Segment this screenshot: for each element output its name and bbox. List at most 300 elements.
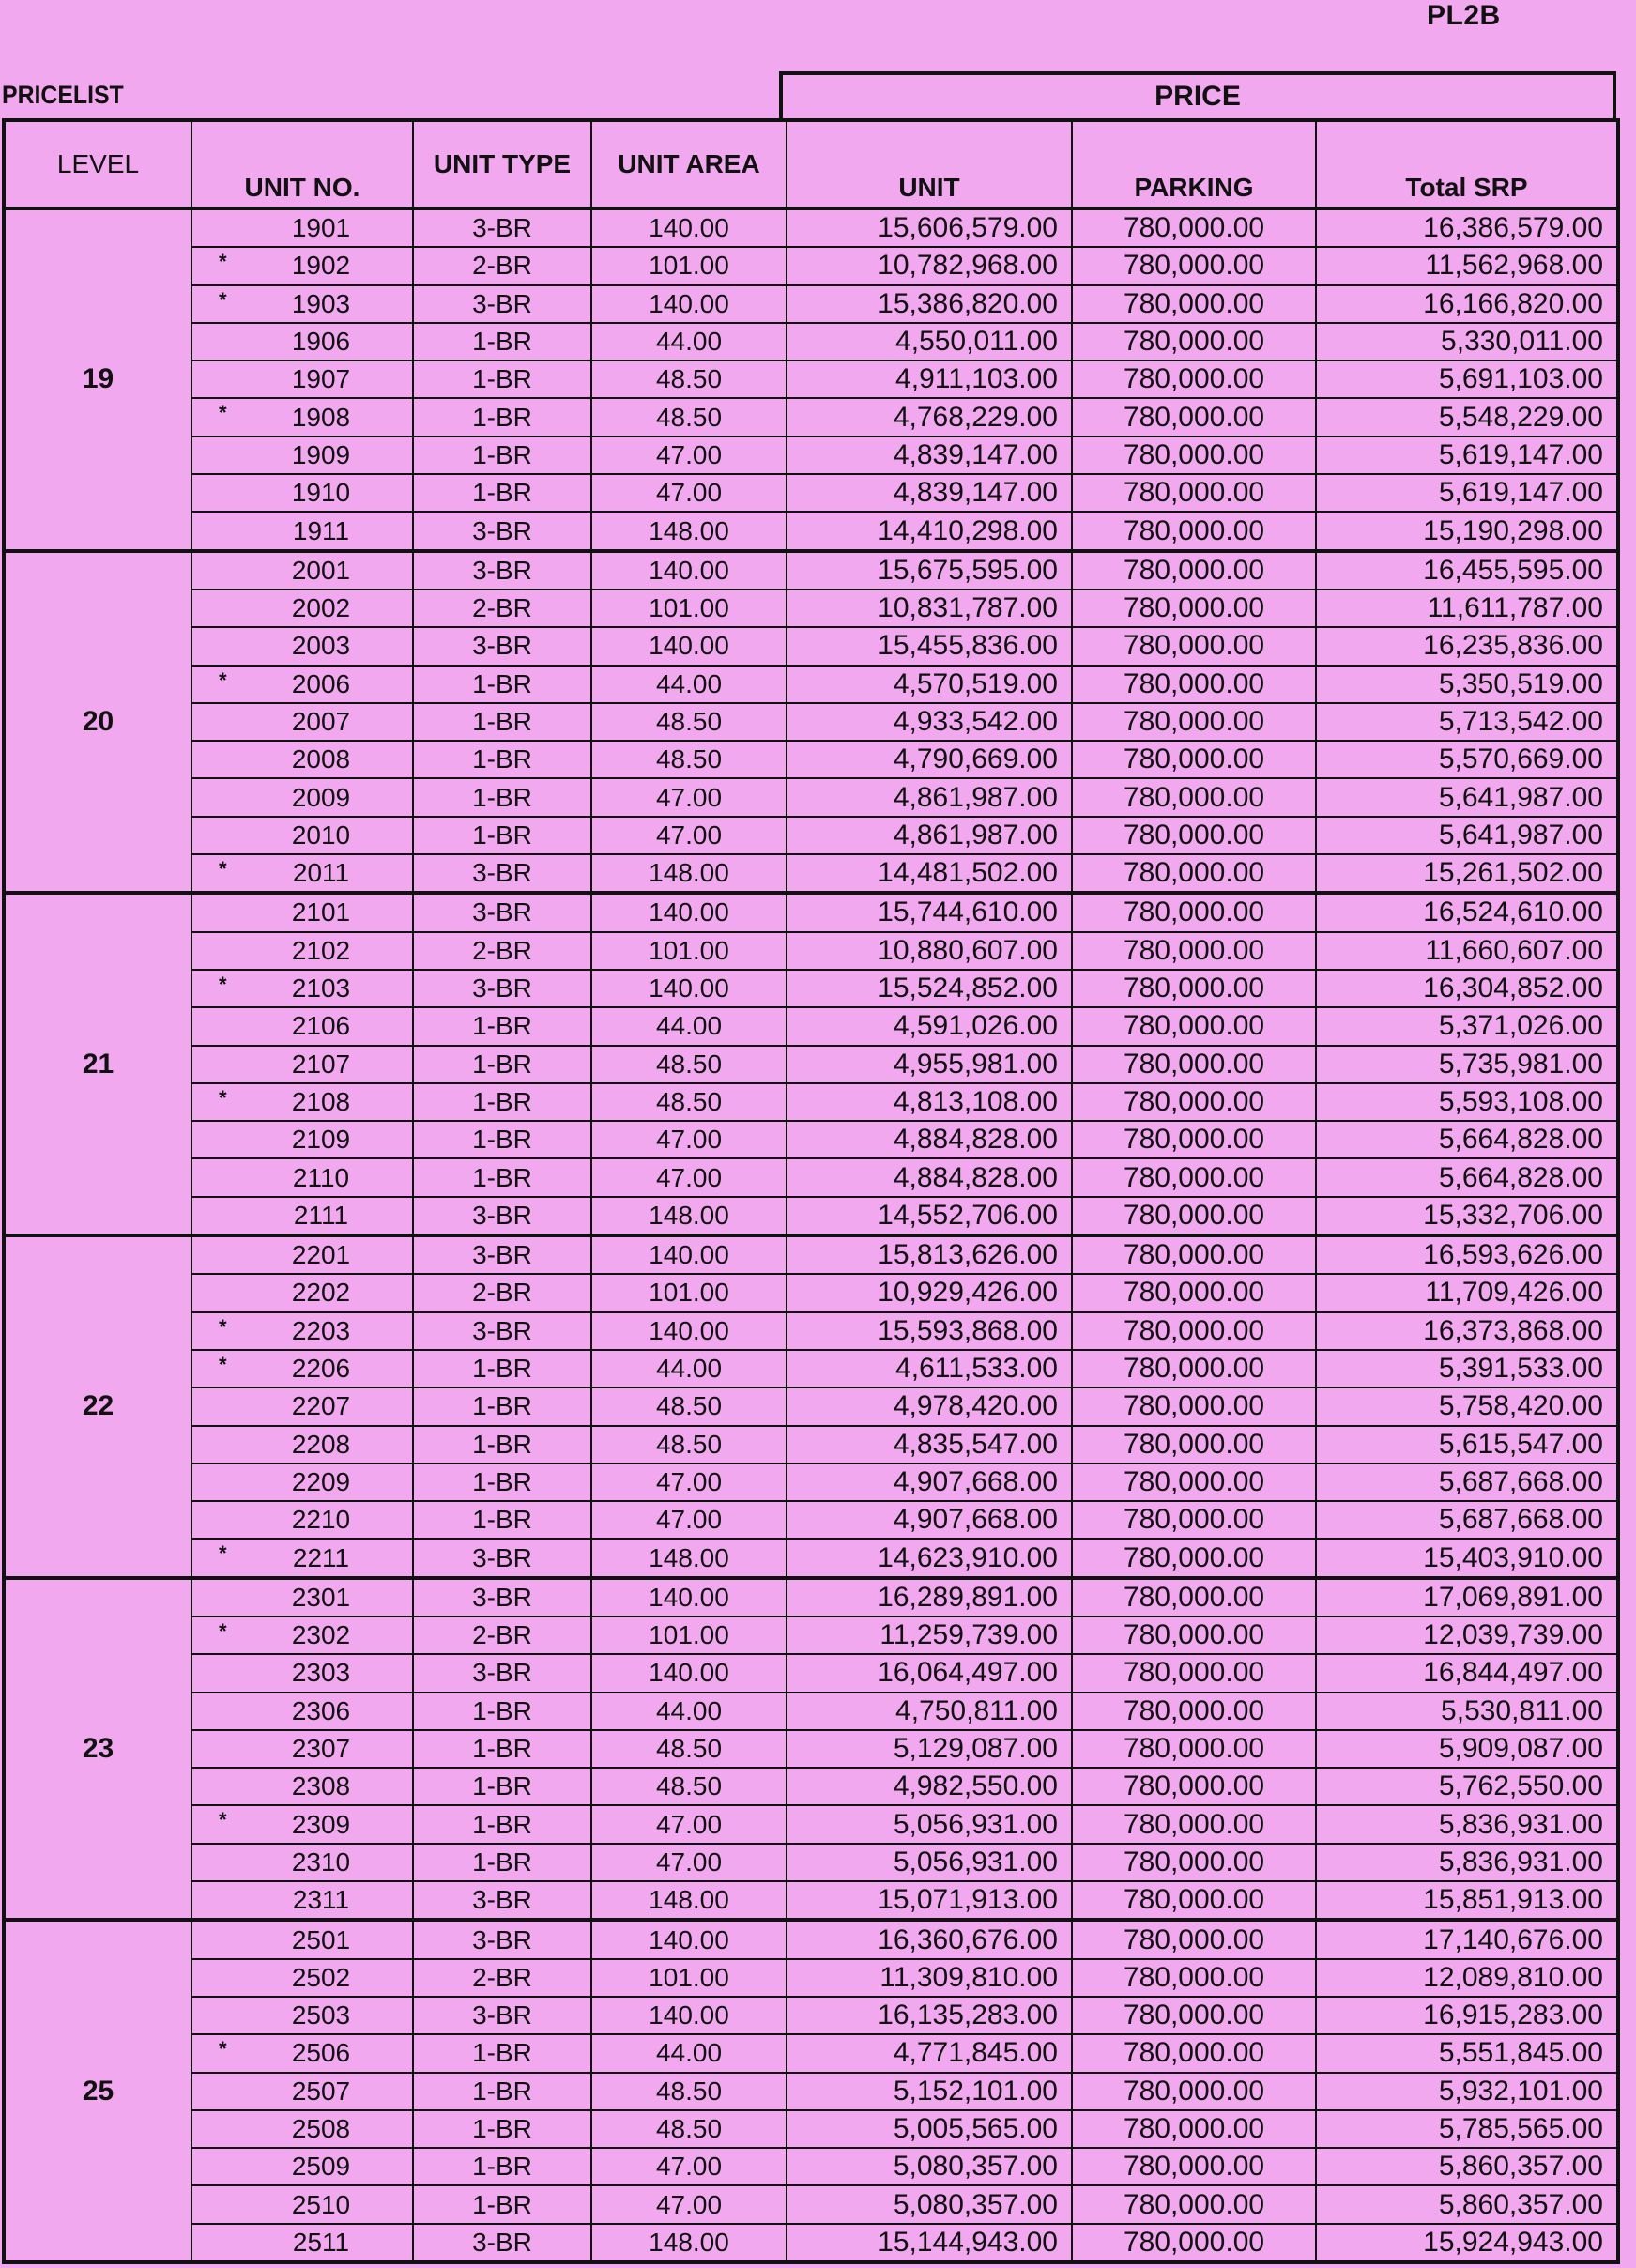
unit-no-cell	[191, 1158, 413, 1196]
total-srp-cell: 16,235,836.00	[1316, 627, 1618, 665]
unit-no-cell	[191, 1881, 413, 1920]
total-srp-cell: 5,551,845.00	[1316, 2034, 1618, 2072]
total-srp-cell: 16,373,868.00	[1316, 1312, 1618, 1350]
unit-area-cell: 140.00	[591, 285, 787, 323]
parking-cell: 780,000.00	[1072, 323, 1316, 360]
unit-type-cell: 1-BR	[413, 437, 591, 474]
parking-cell: 780,000.00	[1072, 1197, 1316, 1235]
total-srp-cell: 5,664,828.00	[1316, 1121, 1618, 1158]
unit-type-cell: 1-BR	[413, 1121, 591, 1158]
table-row	[4, 2034, 1618, 2072]
parking-cell: 780,000.00	[1072, 1654, 1316, 1692]
unit-type-cell: 3-BR	[413, 627, 591, 665]
unit-area-cell: 47.00	[591, 2148, 787, 2185]
unit-no-cell	[191, 2110, 413, 2148]
unit-type-cell: 3-BR	[413, 1235, 591, 1274]
unit-price-cell: 15,606,579.00	[787, 208, 1072, 247]
unit-price-cell: 15,593,868.00	[787, 1312, 1072, 1350]
total-srp-cell: 5,785,565.00	[1316, 2110, 1618, 2148]
unit-no-cell	[191, 817, 413, 854]
unit-area-cell: 140.00	[591, 551, 787, 590]
unit-no-cell	[191, 2073, 413, 2110]
parking-cell: 780,000.00	[1072, 893, 1316, 931]
unit-price-cell: 4,839,147.00	[787, 437, 1072, 474]
total-srp-cell: 5,548,229.00	[1316, 398, 1618, 436]
total-srp-cell: 5,391,533.00	[1316, 1350, 1618, 1387]
total-srp-cell: 5,762,550.00	[1316, 1768, 1618, 1805]
unit-type-cell: 1-BR	[413, 1844, 591, 1881]
parking-cell: 780,000.00	[1072, 1083, 1316, 1121]
total-srp-cell: 11,611,787.00	[1316, 590, 1618, 627]
unit-no-cell	[191, 437, 413, 474]
unit-no-cell	[191, 1197, 413, 1235]
unit-price-cell: 4,884,828.00	[787, 1158, 1072, 1196]
unit-area-cell: 47.00	[591, 1121, 787, 1158]
unit-area-cell: 47.00	[591, 2185, 787, 2223]
unit-type-cell: 1-BR	[413, 1501, 591, 1539]
total-srp-cell: 16,844,497.00	[1316, 1654, 1618, 1692]
parking-cell: 780,000.00	[1072, 551, 1316, 590]
parking-cell: 780,000.00	[1072, 1235, 1316, 1274]
unit-type-cell: 3-BR	[413, 1881, 591, 1920]
unit-no-cell	[191, 1730, 413, 1768]
total-srp-cell: 15,190,298.00	[1316, 512, 1618, 550]
unit-no: 2111	[293, 1200, 349, 1230]
table-row	[4, 893, 1618, 931]
unit-no-cell	[191, 854, 413, 893]
unit-area-cell: 48.50	[591, 360, 787, 398]
unit-no: 2108	[291, 1086, 351, 1116]
unit-area-cell: 48.50	[591, 1730, 787, 1768]
unit-type-cell: 1-BR	[413, 1805, 591, 1843]
parking-cell: 780,000.00	[1072, 1578, 1316, 1617]
unit-area-cell: 101.00	[591, 1617, 787, 1654]
table-row	[4, 1844, 1618, 1881]
unit-no-cell	[191, 512, 413, 550]
total-srp-cell: 5,687,668.00	[1316, 1501, 1618, 1539]
parking-cell: 780,000.00	[1072, 1881, 1316, 1920]
unit-price-cell: 15,813,626.00	[787, 1235, 1072, 1274]
table-row	[4, 1920, 1618, 1958]
total-srp-cell: 15,403,910.00	[1316, 1539, 1618, 1577]
unit-type-cell: 1-BR	[413, 2073, 591, 2110]
unit-no: 2009	[291, 782, 351, 812]
unit-no: 2311	[292, 1885, 350, 1915]
parking-cell: 780,000.00	[1072, 1730, 1316, 1768]
unit-price-cell: 4,982,550.00	[787, 1768, 1072, 1805]
unit-area-cell: 47.00	[591, 1463, 787, 1501]
table-row	[4, 208, 1618, 247]
parking-cell: 780,000.00	[1072, 1046, 1316, 1083]
unit-price-cell: 5,129,087.00	[787, 1730, 1072, 1768]
table-row	[4, 1046, 1618, 1083]
table-row	[4, 1083, 1618, 1121]
unit-area-cell: 44.00	[591, 1693, 787, 1730]
table-row	[4, 474, 1618, 512]
total-srp-cell: 5,619,147.00	[1316, 437, 1618, 474]
unit-area-cell: 47.00	[591, 1158, 787, 1196]
unit-no-cell	[191, 1235, 413, 1274]
unit-no: 2007	[291, 707, 351, 736]
unit-no: 2308	[291, 1771, 351, 1801]
unit-no-cell	[191, 590, 413, 627]
parking-cell: 780,000.00	[1072, 1693, 1316, 1730]
table-row	[4, 1539, 1618, 1577]
total-srp-cell: 11,709,426.00	[1316, 1274, 1618, 1311]
unit-no: 2507	[291, 2076, 351, 2106]
unit-no: 1909	[291, 439, 351, 469]
level-cell: 23	[4, 1578, 191, 1921]
table-row	[4, 1274, 1618, 1311]
unit-no-cell	[191, 360, 413, 398]
parking-cell: 780,000.00	[1072, 2034, 1316, 2072]
unit-price-cell: 5,056,931.00	[787, 1844, 1072, 1881]
total-srp-cell: 5,619,147.00	[1316, 474, 1618, 512]
table-row	[4, 323, 1618, 360]
reserved-mark: *	[219, 667, 227, 692]
unit-price-cell: 15,386,820.00	[787, 285, 1072, 323]
unit-price-cell: 4,955,981.00	[787, 1046, 1072, 1083]
unit-type-cell: 1-BR	[413, 2185, 591, 2223]
parking-cell: 780,000.00	[1072, 285, 1316, 323]
total-srp-cell: 5,758,420.00	[1316, 1387, 1618, 1425]
parking-cell: 780,000.00	[1072, 1426, 1316, 1463]
unit-no: 1908	[291, 402, 351, 432]
total-srp-cell: 15,924,943.00	[1316, 2224, 1618, 2262]
total-srp-cell: 5,664,828.00	[1316, 1158, 1618, 1196]
unit-no-cell	[191, 1920, 413, 1958]
unit-type-cell: 2-BR	[413, 932, 591, 970]
unit-no: 1906	[291, 327, 351, 357]
reserved-mark: *	[219, 2037, 227, 2061]
table-row	[4, 1768, 1618, 1805]
unit-no-cell	[191, 1463, 413, 1501]
unit-price-cell: 4,570,519.00	[787, 666, 1072, 703]
unit-no: 2309	[291, 1809, 351, 1839]
unit-area-cell: 47.00	[591, 1805, 787, 1843]
unit-price-cell: 4,839,147.00	[787, 474, 1072, 512]
table-row	[4, 778, 1618, 816]
unit-price-cell: 15,675,595.00	[787, 551, 1072, 590]
unit-type-cell: 1-BR	[413, 1768, 591, 1805]
unit-area-cell: 140.00	[591, 1578, 787, 1617]
unit-area-cell: 44.00	[591, 666, 787, 703]
total-srp-cell: 16,524,610.00	[1316, 893, 1618, 931]
unit-no: 2003	[291, 631, 351, 661]
unit-no: 2506	[291, 2038, 351, 2068]
unit-no: 2010	[291, 820, 351, 850]
unit-no-cell	[191, 1083, 413, 1121]
unit-area-cell: 140.00	[591, 208, 787, 247]
unit-no: 2201	[291, 1240, 351, 1270]
unit-price-cell: 4,884,828.00	[787, 1121, 1072, 1158]
parking-cell: 780,000.00	[1072, 1768, 1316, 1805]
table-row	[4, 703, 1618, 741]
unit-type-cell: 1-BR	[413, 323, 591, 360]
unit-type-cell: 3-BR	[413, 2224, 591, 2262]
total-srp-cell: 12,089,810.00	[1316, 1959, 1618, 1997]
unit-type-cell: 1-BR	[413, 666, 591, 703]
table-row	[4, 1158, 1618, 1196]
unit-no: 1901	[291, 213, 351, 243]
unit-no: 2011	[292, 858, 350, 888]
unit-area-cell: 148.00	[591, 512, 787, 550]
table-row	[4, 285, 1618, 323]
table-row	[4, 1881, 1618, 1920]
unit-type-cell: 3-BR	[413, 1997, 591, 2034]
unit-price-cell: 4,911,103.00	[787, 360, 1072, 398]
total-srp-cell: 15,851,913.00	[1316, 1881, 1618, 1920]
unit-no: 2110	[292, 1162, 350, 1192]
parking-cell: 780,000.00	[1072, 1007, 1316, 1045]
unit-no-cell	[191, 1312, 413, 1350]
unit-no-cell	[191, 2034, 413, 2072]
reserved-mark: *	[219, 1314, 227, 1339]
table-row	[4, 1997, 1618, 2034]
unit-no-cell	[191, 2148, 413, 2185]
unit-area-cell: 140.00	[591, 893, 787, 931]
unit-area-cell: 101.00	[591, 1274, 787, 1311]
unit-area-cell: 101.00	[591, 590, 787, 627]
unit-price-cell: 11,259,739.00	[787, 1617, 1072, 1654]
unit-area-cell: 47.00	[591, 817, 787, 854]
unit-area-cell: 47.00	[591, 778, 787, 816]
total-srp-cell: 5,641,987.00	[1316, 817, 1618, 854]
unit-type-cell: 3-BR	[413, 893, 591, 931]
reserved-mark: *	[219, 1352, 227, 1376]
unit-area-cell: 48.50	[591, 1768, 787, 1805]
table-row	[4, 2224, 1618, 2262]
total-srp-cell: 5,860,357.00	[1316, 2185, 1618, 2223]
unit-area-cell: 44.00	[591, 323, 787, 360]
unit-area-cell: 47.00	[591, 1501, 787, 1539]
total-srp-cell: 16,386,579.00	[1316, 208, 1618, 247]
reserved-mark: *	[219, 972, 227, 996]
total-srp-cell: 5,687,668.00	[1316, 1463, 1618, 1501]
unit-type-cell: 2-BR	[413, 1274, 591, 1311]
parking-cell: 780,000.00	[1072, 1121, 1316, 1158]
header-total-srp: Total SRP	[1316, 120, 1618, 208]
header-unit-area: UNIT AREA	[591, 120, 787, 208]
unit-type-cell: 1-BR	[413, 1693, 591, 1730]
unit-type-cell: 2-BR	[413, 247, 591, 284]
reserved-mark: *	[219, 857, 227, 881]
unit-area-cell: 48.50	[591, 741, 787, 778]
unit-no-cell	[191, 285, 413, 323]
table-row	[4, 1007, 1618, 1045]
unit-no-cell	[191, 970, 413, 1007]
total-srp-cell: 11,660,607.00	[1316, 932, 1618, 970]
parking-cell: 780,000.00	[1072, 741, 1316, 778]
parking-cell: 780,000.00	[1072, 437, 1316, 474]
table-row	[4, 1121, 1618, 1158]
unit-no-cell	[191, 1768, 413, 1805]
unit-no-cell	[191, 1046, 413, 1083]
total-srp-cell: 17,069,891.00	[1316, 1578, 1618, 1617]
unit-type-cell: 1-BR	[413, 1463, 591, 1501]
unit-type-cell: 3-BR	[413, 512, 591, 550]
parking-cell: 780,000.00	[1072, 398, 1316, 436]
level-cell: 22	[4, 1235, 191, 1578]
reserved-mark: *	[219, 401, 227, 425]
unit-type-cell: 3-BR	[413, 285, 591, 323]
reserved-mark: *	[219, 1808, 227, 1832]
unit-no: 2210	[291, 1505, 351, 1535]
parking-cell: 780,000.00	[1072, 1501, 1316, 1539]
total-srp-cell: 5,909,087.00	[1316, 1730, 1618, 1768]
unit-area-cell: 140.00	[591, 1312, 787, 1350]
parking-cell: 780,000.00	[1072, 1274, 1316, 1311]
unit-area-cell: 148.00	[591, 1881, 787, 1920]
unit-price-cell: 4,771,845.00	[787, 2034, 1072, 2072]
parking-cell: 780,000.00	[1072, 1920, 1316, 1958]
unit-no: 2511	[292, 2227, 350, 2257]
unit-type-cell: 1-BR	[413, 360, 591, 398]
unit-no-cell	[191, 1426, 413, 1463]
unit-no-cell	[191, 666, 413, 703]
unit-type-cell: 2-BR	[413, 1959, 591, 1997]
unit-price-cell: 15,744,610.00	[787, 893, 1072, 931]
unit-type-cell: 1-BR	[413, 2034, 591, 2072]
unit-area-cell: 140.00	[591, 970, 787, 1007]
unit-no: 2101	[291, 897, 351, 927]
unit-type-cell: 1-BR	[413, 1083, 591, 1121]
parking-cell: 780,000.00	[1072, 1997, 1316, 2034]
unit-no: 2211	[292, 1542, 350, 1572]
unit-type-cell: 3-BR	[413, 208, 591, 247]
unit-no: 2209	[291, 1466, 351, 1496]
table-row	[4, 970, 1618, 1007]
unit-price-cell: 16,064,497.00	[787, 1654, 1072, 1692]
parking-cell: 780,000.00	[1072, 2224, 1316, 2262]
unit-area-cell: 44.00	[591, 1007, 787, 1045]
unit-price-cell: 16,360,676.00	[787, 1920, 1072, 1958]
table-row	[4, 1693, 1618, 1730]
unit-no-cell	[191, 323, 413, 360]
unit-no: 2301	[291, 1582, 351, 1612]
total-srp-cell: 5,691,103.00	[1316, 360, 1618, 398]
unit-type-cell: 1-BR	[413, 741, 591, 778]
total-srp-cell: 5,735,981.00	[1316, 1046, 1618, 1083]
unit-price-cell: 5,080,357.00	[787, 2148, 1072, 2185]
unit-no-cell	[191, 1959, 413, 1997]
total-srp-cell: 16,593,626.00	[1316, 1235, 1618, 1274]
parking-cell: 780,000.00	[1072, 2073, 1316, 2110]
total-srp-cell: 5,615,547.00	[1316, 1426, 1618, 1463]
unit-type-cell: 1-BR	[413, 778, 591, 816]
level-cell: 25	[4, 1920, 191, 2262]
pricelist-title: PRICELIST	[2, 81, 124, 109]
unit-no-cell	[191, 1501, 413, 1539]
level-cell: 21	[4, 893, 191, 1235]
unit-area-cell: 48.50	[591, 398, 787, 436]
unit-no-cell	[191, 1578, 413, 1617]
unit-no-cell	[191, 551, 413, 590]
unit-price-cell: 14,623,910.00	[787, 1539, 1072, 1577]
unit-area-cell: 140.00	[591, 1654, 787, 1692]
table-row	[4, 817, 1618, 854]
unit-no-cell	[191, 2185, 413, 2223]
unit-no: 2310	[291, 1847, 351, 1877]
total-srp-cell: 16,166,820.00	[1316, 285, 1618, 323]
unit-price-cell: 4,591,026.00	[787, 1007, 1072, 1045]
unit-no: 2208	[291, 1429, 351, 1459]
table-header-row	[4, 120, 1618, 208]
unit-price-cell: 10,929,426.00	[787, 1274, 1072, 1311]
unit-price-cell: 4,907,668.00	[787, 1463, 1072, 1501]
parking-cell: 780,000.00	[1072, 1805, 1316, 1843]
unit-area-cell: 47.00	[591, 474, 787, 512]
table-row	[4, 1387, 1618, 1425]
parking-cell: 780,000.00	[1072, 1959, 1316, 1997]
unit-type-cell: 3-BR	[413, 1578, 591, 1617]
unit-no-cell	[191, 627, 413, 665]
unit-no: 2002	[291, 593, 351, 623]
parking-cell: 780,000.00	[1072, 208, 1316, 247]
parking-cell: 780,000.00	[1072, 2185, 1316, 2223]
unit-no: 2207	[291, 1391, 351, 1421]
parking-cell: 780,000.00	[1072, 932, 1316, 970]
unit-area-cell: 48.50	[591, 2073, 787, 2110]
unit-no-cell	[191, 398, 413, 436]
unit-no: 2510	[291, 2189, 351, 2219]
total-srp-cell: 5,593,108.00	[1316, 1083, 1618, 1121]
unit-no: 2203	[291, 1315, 351, 1345]
table-row	[4, 2148, 1618, 2185]
unit-price-cell: 4,933,542.00	[787, 703, 1072, 741]
unit-price-cell: 4,861,987.00	[787, 778, 1072, 816]
unit-area-cell: 47.00	[591, 1844, 787, 1881]
unit-no-cell	[191, 1121, 413, 1158]
unit-no-cell	[191, 1617, 413, 1654]
total-srp-cell: 5,570,669.00	[1316, 741, 1618, 778]
unit-price-cell: 14,410,298.00	[787, 512, 1072, 550]
unit-price-cell: 4,550,011.00	[787, 323, 1072, 360]
parking-cell: 780,000.00	[1072, 1158, 1316, 1196]
unit-no: 2306	[291, 1695, 351, 1725]
parking-cell: 780,000.00	[1072, 2110, 1316, 2148]
parking-cell: 780,000.00	[1072, 1463, 1316, 1501]
total-srp-cell: 16,455,595.00	[1316, 551, 1618, 590]
unit-no-cell	[191, 247, 413, 284]
unit-type-cell: 1-BR	[413, 2148, 591, 2185]
unit-price-cell: 4,861,987.00	[787, 817, 1072, 854]
header-level: LEVEL	[4, 120, 191, 208]
unit-type-cell: 1-BR	[413, 703, 591, 741]
parking-cell: 780,000.00	[1072, 627, 1316, 665]
unit-price-cell: 4,790,669.00	[787, 741, 1072, 778]
unit-area-cell: 48.50	[591, 1046, 787, 1083]
unit-area-cell: 48.50	[591, 1387, 787, 1425]
unit-price-cell: 11,309,810.00	[787, 1959, 1072, 1997]
parking-cell: 780,000.00	[1072, 854, 1316, 893]
unit-type-cell: 3-BR	[413, 1312, 591, 1350]
unit-no-cell	[191, 1007, 413, 1045]
header-parking: PARKING	[1072, 120, 1316, 208]
unit-no: 2008	[291, 744, 351, 774]
table-row	[4, 1578, 1618, 1617]
unit-price-cell: 4,978,420.00	[787, 1387, 1072, 1425]
parking-cell: 780,000.00	[1072, 666, 1316, 703]
total-srp-cell: 5,330,011.00	[1316, 323, 1618, 360]
unit-no: 1903	[291, 288, 351, 318]
table-row	[4, 932, 1618, 970]
unit-price-cell: 14,481,502.00	[787, 854, 1072, 893]
table-row	[4, 1312, 1618, 1350]
parking-cell: 780,000.00	[1072, 1387, 1316, 1425]
reserved-mark: *	[219, 250, 227, 274]
unit-no: 2109	[291, 1125, 351, 1155]
